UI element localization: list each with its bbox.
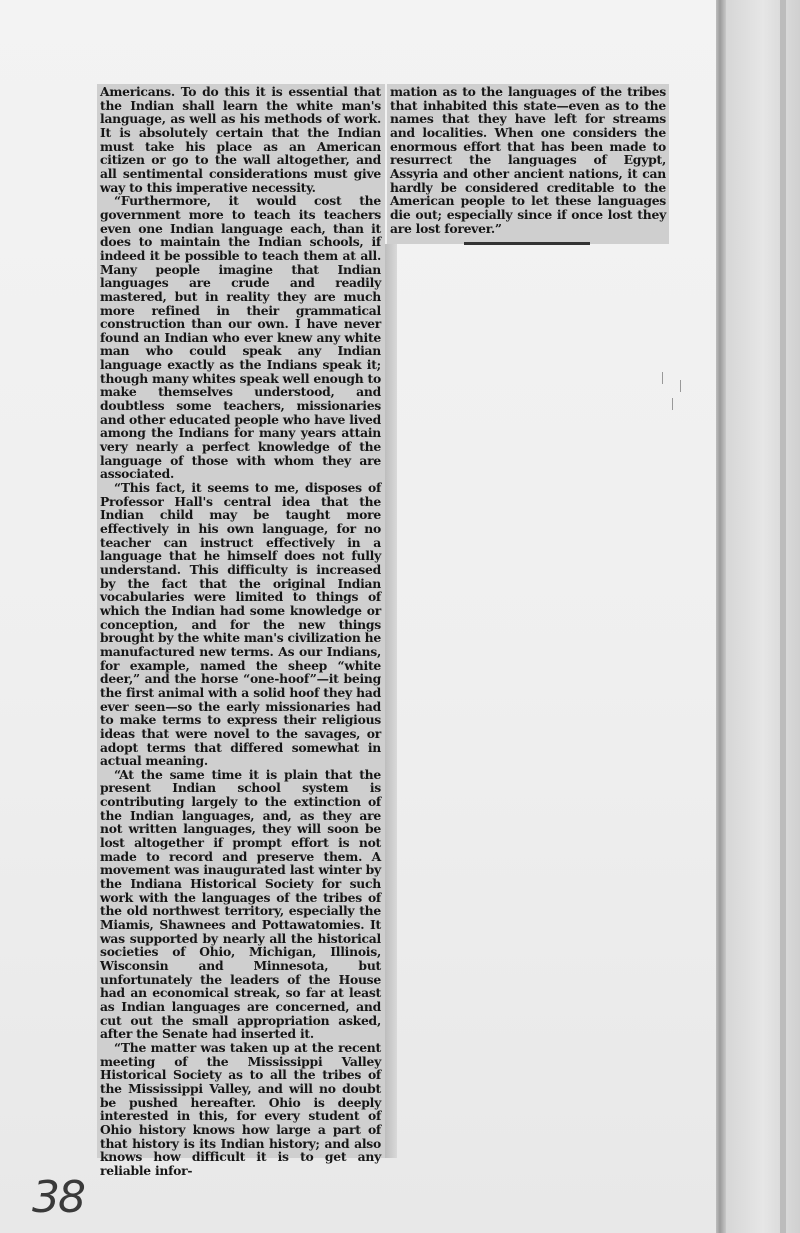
- clipping-paragraph: mation as to the languages of the tribes that inhabited this state—even as to the names that they have left for streams and localities. When one considers the enormous effort that has been made to resurrect the languages of Egypt, Assyria and other ancient nations, it can hardly be considered creditable to the American people to let these languages die out; especially since if once lost they are lost forever.”: [390, 84, 666, 236]
- clipping-paragraph: Americans. To do this it is essential that the Indian shall learn the white man's language, as well as his methods of work. It is absolutely certain that the Indian must take his place as an American citizen or go to the wall altogether, and all sentimental considerations must give way to this imperative necessity.: [100, 84, 381, 195]
- clipping-paragraph: “This fact, it seems to me, disposes of Professor Hall's central idea that the Indian child may be taught more effectively in his own language, for no teacher can instruct effectively in a language that he himself does not fully understand. This difficulty is increased by the fact that the original Indian vocabularies were limited to things of which the Indian had some knowledge or conception, and for the new things brought by the white man's civilization he manufactured new terms. As our Indians, for example, named the sheep “white deer,” and the horse “one-hoof”—it being the first animal with a solid hoof they had ever seen—so the early missionaries had to make terms to express their religious ideas that were novel to the savages, or adopt terms that differed somewhat in actual meaning.: [100, 480, 381, 769]
- backing-fold: [780, 0, 786, 1233]
- clipping-paragraph: “The matter was taken up at the recent meeting of the Mississippi Valley Historical Society as to all the tribes of the Mississippi Valley, and will no doubt be pushed hereafter. Ohio is deeply interested in this, for every student of Ohio history knows how large a part of that history is its Indian history; and also knows how difficult it is to get any reliable infor-: [100, 1039, 381, 1178]
- backing-board: [726, 0, 800, 1233]
- handwritten-page-number: 38: [32, 1172, 84, 1223]
- article-end-rule: [464, 242, 590, 245]
- newspaper-clipping-left-column: [97, 84, 385, 1178]
- paper-specks: [660, 372, 690, 412]
- clipping-paragraph: “Furthermore, it would cost the government more to teach its teachers even one Indian language each, than it does to maintain the Indian schools, if indeed it be possible to teach them at all. Many people imagine that Indian languages are crude and readily mastered, but in reality they are much more refined in their grammatical construction than our own. I have never found an Indian who ever knew any white man who could speak any Indian language exactly as the Indians speak it; though many whites speak well enough to make themselves understood, and doubtless some teachers, missionaries and other educated people who have lived among the Indians for many years attain very nearly a perfect knowledge of the language of those with whom they are associated.: [100, 193, 381, 482]
- clipping-shadow: [385, 244, 397, 1158]
- clipping-paragraph: “At the same time it is plain that the present Indian school system is contributing largely to the extinction of the Indian languages, and, as they are not written languages, they will soon be lost altogether if prompt effort is not made to record and preserve them. A movement was inaugurated last winter by the Indiana Historical Society for such work with the languages of the tribes of the old northwest territory, especially the Miamis, Shawnees and Pottawatomies. It was supported by nearly all the historical societies of Ohio, Michigan, Illinois, Wisconsin and Minnesota, but unfortunately the leaders of the House had an economical streak, so far at least as Indian languages are concerned, and cut out the small appropriation asked, after the Senate had inserted it.: [100, 766, 381, 1042]
- newspaper-clipping-right-column: [387, 84, 669, 244]
- page-edge: [716, 0, 726, 1233]
